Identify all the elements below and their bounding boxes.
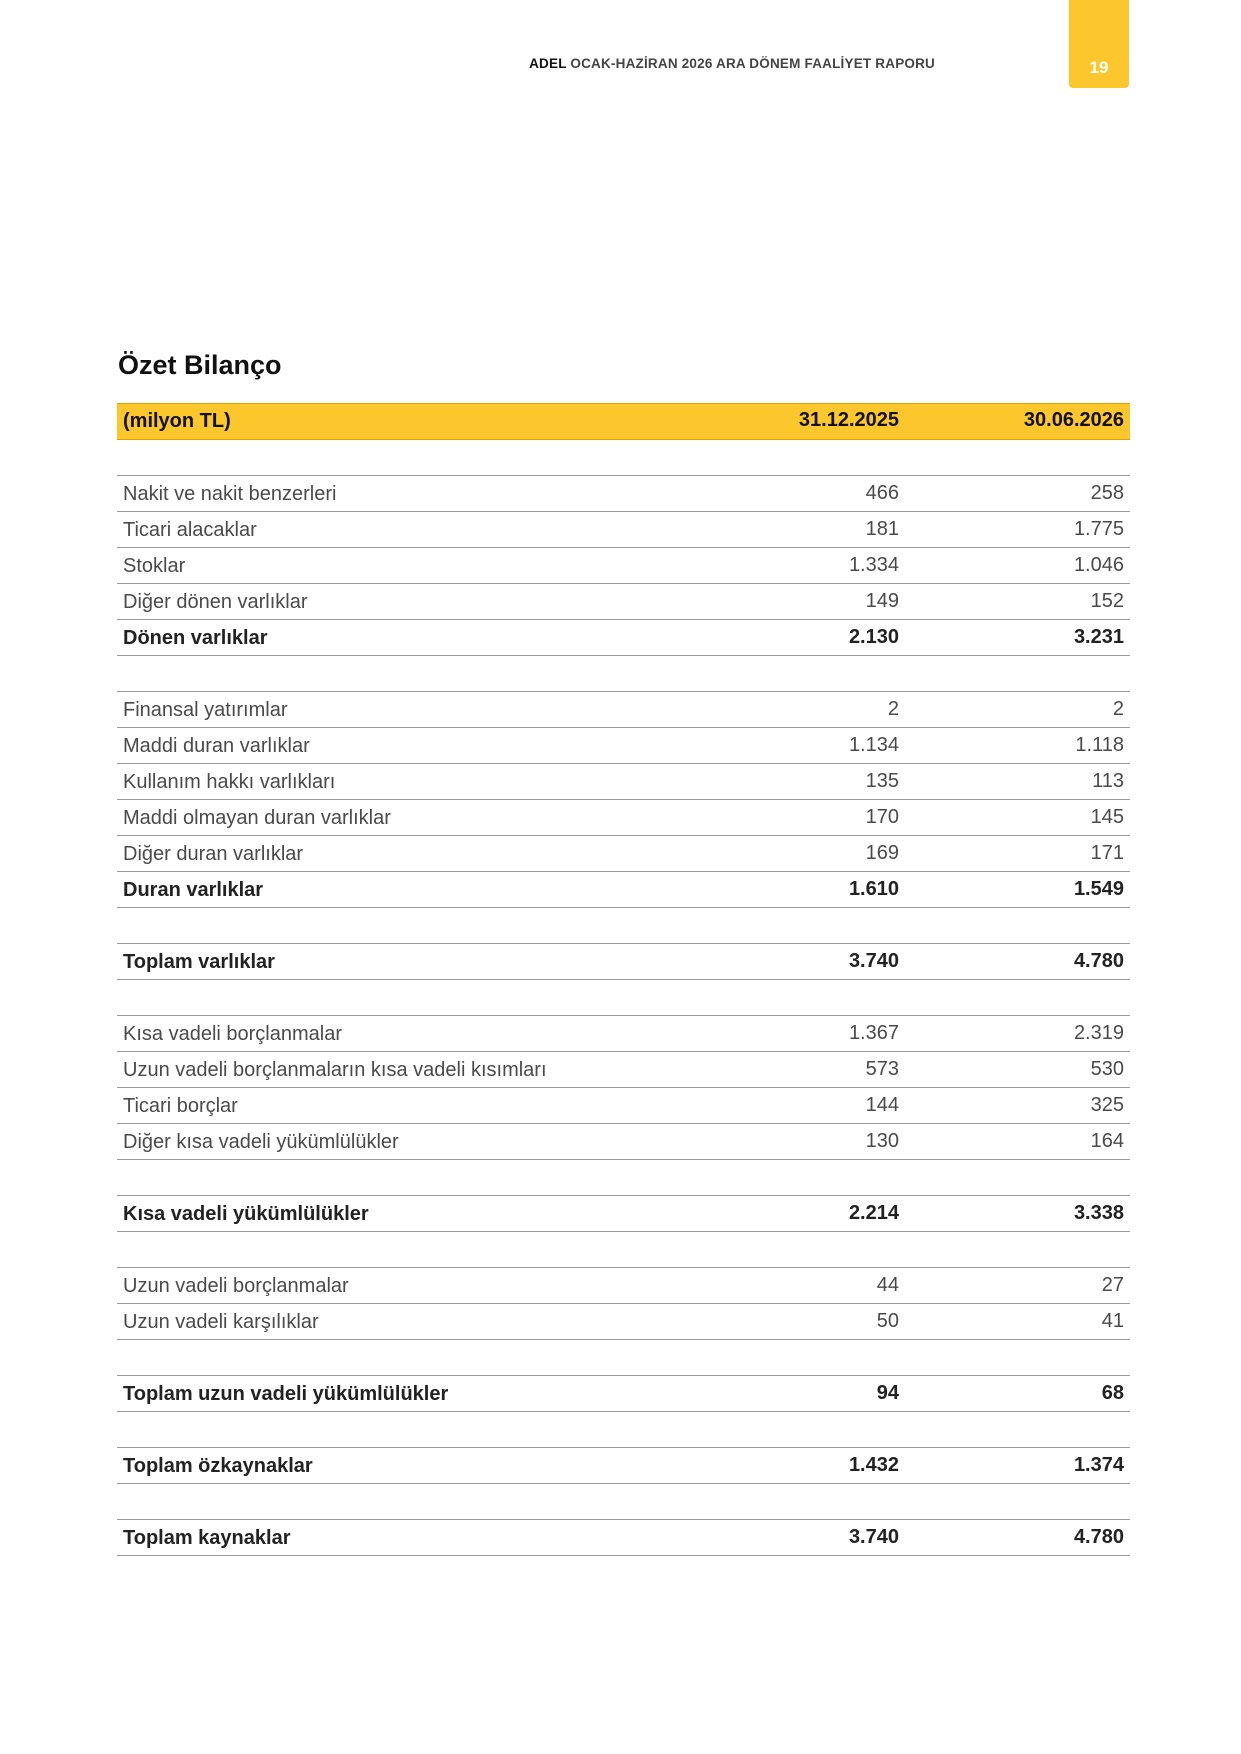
row-value-2026: 3.231	[1073, 626, 1124, 648]
row-label: Toplam varlıklar	[123, 951, 275, 973]
row-label: Toplam kaynaklar	[123, 1527, 291, 1549]
row-label: Uzun vadeli borçlanmalar	[123, 1275, 349, 1297]
row-value-2026: 41	[1101, 1310, 1124, 1332]
table-total-row	[117, 1447, 1130, 1484]
row-value-2025: 1.134	[848, 734, 899, 756]
row-value-2025: 573	[865, 1058, 899, 1080]
table-row	[117, 1267, 1130, 1304]
row-label: Nakit ve nakit benzerleri	[123, 483, 337, 505]
brand-name: ADEL	[529, 56, 567, 71]
row-value-2025: 1.367	[848, 1022, 899, 1044]
row-label: Kısa vadeli borçlanmalar	[123, 1023, 342, 1045]
row-label: Kısa vadeli yükümlülükler	[123, 1203, 369, 1225]
row-label: Toplam uzun vadeli yükümlülükler	[123, 1383, 449, 1405]
table-row	[117, 1052, 1130, 1088]
row-label: Ticari alacaklar	[123, 519, 257, 541]
row-value-2026: 27	[1101, 1274, 1124, 1296]
row-value-2026: 2	[1112, 698, 1124, 720]
group-spacer	[117, 656, 1130, 691]
row-value-2025: 2.130	[848, 626, 899, 648]
row-value-2025: 169	[865, 842, 899, 864]
row-value-2026: 1.046	[1073, 554, 1124, 576]
group-spacer	[117, 980, 1130, 1015]
row-value-2025: 1.432	[848, 1454, 899, 1476]
table-total-row	[117, 1195, 1130, 1232]
row-value-2026: 145	[1090, 806, 1124, 828]
row-value-2026: 1.549	[1073, 878, 1124, 900]
group-spacer	[117, 1412, 1130, 1447]
row-value-2026: 113	[1092, 770, 1124, 792]
group-spacer	[117, 1340, 1130, 1375]
table-row	[117, 584, 1130, 620]
row-value-2025: 44	[876, 1274, 899, 1296]
balance-sheet-table	[117, 403, 1130, 1556]
row-value-2025: 2.214	[848, 1202, 899, 1224]
table-row	[117, 512, 1130, 548]
row-value-2026: 4.780	[1073, 1526, 1124, 1548]
row-label: Kullanım hakkı varlıkları	[123, 771, 336, 793]
page-number-tab	[1069, 0, 1129, 88]
row-value-2025: 130	[865, 1130, 899, 1152]
row-value-2025: 94	[876, 1382, 899, 1404]
row-value-2025: 3.740	[848, 1526, 899, 1548]
row-label: Duran varlıklar	[123, 879, 264, 901]
header-date-2: 30.06.2026	[1023, 409, 1124, 431]
row-value-2026: 1.775	[1073, 518, 1124, 540]
row-value-2026: 1.374	[1073, 1454, 1124, 1476]
row-value-2025: 50	[876, 1310, 899, 1332]
row-value-2025: 149	[865, 590, 899, 612]
table-row	[117, 836, 1130, 872]
table-row	[117, 691, 1130, 728]
row-value-2026: 325	[1090, 1094, 1124, 1116]
group-spacer	[117, 1484, 1130, 1519]
table-row	[117, 800, 1130, 836]
report-header	[529, 56, 935, 71]
table-row	[117, 764, 1130, 800]
row-value-2025: 3.740	[848, 950, 899, 972]
group-spacer	[117, 1160, 1130, 1195]
table-total-row	[117, 1519, 1130, 1556]
row-value-2026: 3.338	[1073, 1202, 1124, 1224]
row-label: Ticari borçlar	[123, 1095, 238, 1117]
row-value-2026: 2.319	[1073, 1022, 1124, 1044]
table-row	[117, 1088, 1130, 1124]
row-value-2026: 152	[1090, 590, 1124, 612]
table-header-row	[117, 403, 1130, 440]
row-label: Uzun vadeli karşılıklar	[123, 1311, 319, 1333]
table-row	[117, 1124, 1130, 1160]
row-value-2026: 68	[1101, 1382, 1124, 1404]
row-value-2025: 1.610	[848, 878, 899, 900]
row-label: Diğer dönen varlıklar	[123, 591, 308, 613]
table-row	[117, 728, 1130, 764]
group-spacer	[117, 908, 1130, 943]
row-label: Diğer kısa vadeli yükümlülükler	[123, 1131, 399, 1153]
table-total-row	[117, 1375, 1130, 1412]
row-value-2026: 4.780	[1073, 950, 1124, 972]
page-title: Özet Bilanço	[118, 350, 282, 380]
header-date-1: 31.12.2025	[798, 409, 899, 431]
row-label: Dönen varlıklar	[123, 627, 268, 649]
table-total-row	[117, 620, 1130, 656]
row-label: Maddi duran varlıklar	[123, 735, 310, 757]
row-value-2026: 164	[1090, 1130, 1124, 1152]
table-total-row	[117, 943, 1130, 980]
table-row	[117, 475, 1130, 512]
row-value-2025: 135	[865, 770, 899, 792]
group-spacer	[117, 440, 1130, 475]
row-label: Finansal yatırımlar	[123, 699, 288, 721]
table-row	[117, 1015, 1130, 1052]
row-value-2025: 170	[865, 806, 899, 828]
row-value-2025: 1.334	[848, 554, 899, 576]
header-unit-label: (milyon TL)	[123, 410, 231, 432]
row-label: Diğer duran varlıklar	[123, 843, 304, 865]
row-value-2026: 171	[1090, 842, 1124, 864]
row-label: Stoklar	[123, 555, 186, 577]
table-total-row	[117, 872, 1130, 908]
row-value-2025: 2	[887, 698, 899, 720]
row-value-2026: 258	[1090, 482, 1124, 504]
table-row	[117, 548, 1130, 584]
row-value-2025: 144	[865, 1094, 899, 1116]
row-value-2025: 466	[865, 482, 899, 504]
page-number: 19	[1089, 58, 1109, 77]
report-title: OCAK-HAZİRAN 2026 ARA DÖNEM FAALİYET RAPORU	[570, 56, 935, 71]
row-value-2026: 530	[1090, 1058, 1124, 1080]
table-row	[117, 1304, 1130, 1340]
row-value-2025: 181	[865, 518, 899, 540]
row-label: Maddi olmayan duran varlıklar	[123, 807, 391, 829]
group-spacer	[117, 1232, 1130, 1267]
row-label: Uzun vadeli borçlanmaların kısa vadeli kısımları	[123, 1059, 547, 1081]
row-label: Toplam özkaynaklar	[123, 1455, 313, 1477]
row-value-2026: 1.118	[1075, 734, 1124, 756]
